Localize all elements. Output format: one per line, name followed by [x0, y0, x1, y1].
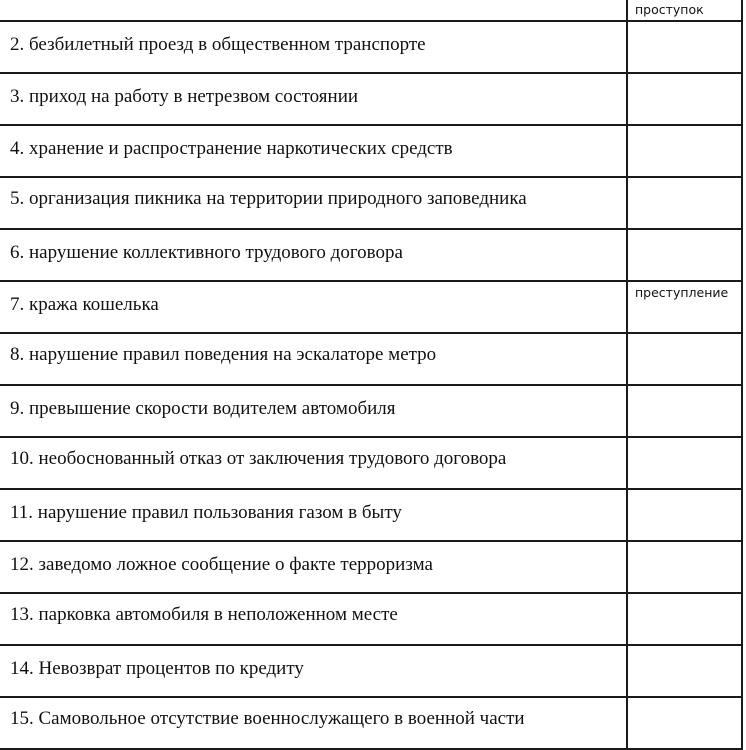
offense-text: 12. заведомо ложное сообщение о факте терроризма: [10, 554, 433, 575]
answer-cell[interactable]: [627, 645, 742, 697]
answer-text: [628, 178, 741, 181]
table-row: [0, 489, 742, 541]
offense-text: 6. нарушение коллективного трудового договора: [10, 242, 403, 263]
table-row: [0, 697, 742, 749]
answer-text: [628, 386, 741, 389]
offense-text: 4. хранение и распространение наркотических средств: [10, 138, 453, 159]
answer-cell[interactable]: [627, 385, 742, 437]
table-row: [0, 541, 742, 593]
offense-cell: [0, 21, 627, 73]
table-row: [0, 21, 742, 73]
offense-text: 9. превышение скорости водителем автомобиля: [10, 398, 396, 419]
offense-cell: [0, 125, 627, 177]
table-row: [0, 385, 742, 437]
table-row: [0, 645, 742, 697]
answer-cell[interactable]: [627, 489, 742, 541]
offense-cell: [0, 697, 627, 749]
offense-cell: [0, 73, 627, 125]
answer-cell[interactable]: [627, 125, 742, 177]
answer-text: [628, 126, 741, 129]
table-row: [0, 333, 742, 385]
offense-text: 11. нарушение правил пользования газом в быту: [10, 502, 402, 523]
answer-text: [628, 74, 741, 77]
offense-text: 2. безбилетный проезд в общественном транспорте: [10, 34, 426, 55]
offense-text: 13. парковка автомобиля в неположенном месте: [10, 604, 398, 625]
answer-cell[interactable]: [627, 21, 742, 73]
offense-text: 15. Самовольное отсутствие военнослужащего в военной части: [10, 708, 525, 729]
answer-cell[interactable]: [627, 281, 742, 333]
table-row: [0, 593, 742, 645]
offense-cell: [0, 333, 627, 385]
offense-text: 14. Невозврат процентов по кредиту: [10, 658, 304, 679]
answer-text: преступление: [635, 285, 729, 300]
header-right-cell: [627, 0, 742, 21]
table-row: [0, 73, 742, 125]
offense-text: 5. организация пикника на территории природного заповедника: [10, 188, 527, 209]
answer-cell[interactable]: [627, 177, 742, 229]
offense-cell: [0, 177, 627, 229]
answer-text: [628, 646, 741, 649]
answer-cell[interactable]: [627, 229, 742, 281]
header-left-cell: [0, 0, 627, 21]
answer-cell[interactable]: [627, 593, 742, 645]
offense-cell: [0, 489, 627, 541]
answer-text: [628, 334, 741, 337]
answer-text: [628, 698, 741, 701]
table-row: [0, 177, 742, 229]
answer-cell[interactable]: [627, 697, 742, 749]
table-row: [0, 125, 742, 177]
offense-text: 8. нарушение правил поведения на эскалаторе метро: [10, 344, 437, 365]
offense-cell: [0, 385, 627, 437]
answer-cell[interactable]: [627, 73, 742, 125]
offense-text: 7. кража кошелька: [10, 294, 159, 315]
answer-cell[interactable]: [627, 333, 742, 385]
answer-cell[interactable]: [627, 437, 742, 489]
answer-text: [628, 230, 741, 233]
table-row: [0, 437, 742, 489]
header-answer-text: проступок: [635, 2, 704, 17]
table-row: [0, 229, 742, 281]
answer-text: [628, 22, 741, 25]
table-row: [0, 281, 742, 333]
answer-text: [628, 490, 741, 493]
offense-text: 3. приход на работу в нетрезвом состоянии: [10, 86, 359, 107]
offense-text: 10. необоснованный отказ от заключения трудового договора: [10, 448, 507, 469]
offense-cell: [0, 229, 627, 281]
table-row-header: [0, 0, 742, 21]
answer-text: [628, 594, 741, 597]
offense-cell: [0, 593, 627, 645]
answer-cell[interactable]: [627, 541, 742, 593]
offense-cell: [0, 437, 627, 489]
offense-cell: [0, 541, 627, 593]
offense-cell: [0, 645, 627, 697]
offense-cell: [0, 281, 627, 333]
answer-text: [628, 542, 741, 545]
answer-text: [628, 438, 741, 441]
